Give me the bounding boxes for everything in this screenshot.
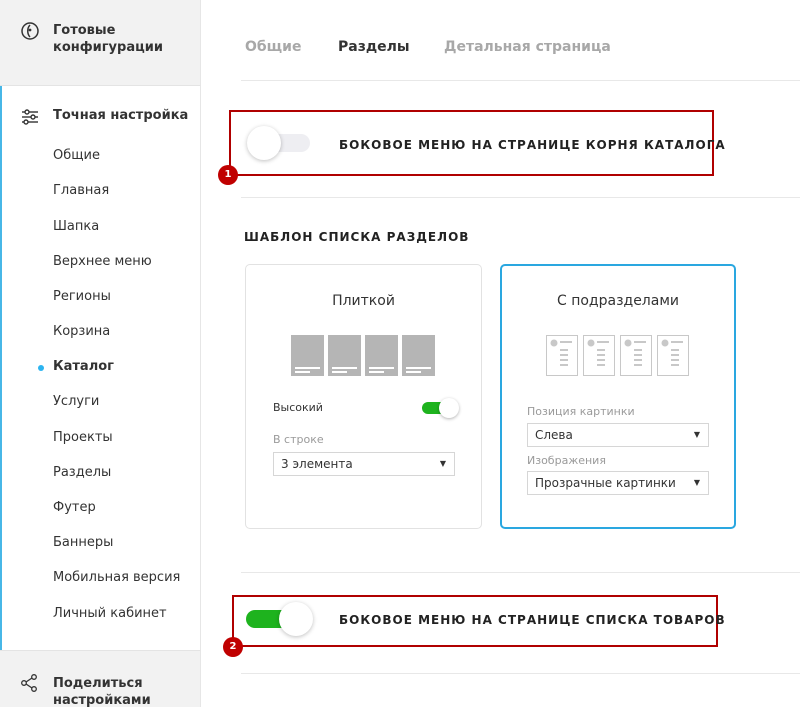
- sidebar-item-top-menu[interactable]: Верхнее меню: [53, 254, 152, 269]
- sidebar-item-mobile[interactable]: Мобильная версия: [53, 570, 181, 585]
- sidebar-item-catalog[interactable]: Каталог: [53, 359, 114, 374]
- sidebar-item-header[interactable]: Шапка: [53, 219, 100, 234]
- divider: [241, 673, 800, 674]
- sidebar-item-account[interactable]: Личный кабинет: [53, 606, 167, 621]
- sidebar-item-cart[interactable]: Корзина: [53, 324, 111, 339]
- sidebar: [0, 0, 201, 707]
- tab-sections[interactable]: Разделы: [338, 39, 410, 55]
- toggle-knob: [439, 398, 459, 418]
- ready-configs-title: Готовые конфигурации: [53, 23, 163, 55]
- sidebar-item-banners[interactable]: Баннеры: [53, 535, 114, 550]
- sidebar-item-services[interactable]: Услуги: [53, 394, 100, 409]
- sidebar-item-regions[interactable]: Регионы: [53, 289, 111, 304]
- images-select[interactable]: [527, 471, 709, 495]
- divider: [241, 197, 800, 198]
- image-position-select[interactable]: [527, 423, 709, 447]
- section-title: ШАБЛОН СПИСКА РАЗДЕЛОВ: [244, 230, 470, 244]
- root-menu-toggle[interactable]: [262, 134, 310, 152]
- toggle-knob: [279, 602, 313, 636]
- per-row-label: В строке: [273, 433, 324, 446]
- caret-down-icon: ▼: [439, 459, 446, 468]
- list-menu-toggle[interactable]: [246, 610, 294, 628]
- sliders-icon: [20, 107, 40, 127]
- subsections-preview-icon: [546, 335, 692, 377]
- tab-general[interactable]: Общие: [245, 39, 302, 55]
- ready-configs-section[interactable]: [0, 0, 201, 86]
- card-title: С подразделами: [556, 293, 679, 309]
- image-position-label: Позиция картинки: [527, 405, 635, 418]
- template-card-subsections[interactable]: [500, 264, 736, 529]
- images-value: Прозрачные картинки: [535, 476, 676, 490]
- template-card-tiles[interactable]: [245, 264, 482, 529]
- annotation-badge-2: 2: [223, 637, 243, 657]
- root-menu-label: БОКОВОЕ МЕНЮ НА СТРАНИЦЕ КОРНЯ КАТАЛОГА: [339, 138, 726, 152]
- per-row-value: 3 элемента: [281, 457, 353, 471]
- per-row-select[interactable]: [273, 452, 455, 476]
- sidebar-item-projects[interactable]: Проекты: [53, 430, 113, 445]
- images-label: Изображения: [527, 454, 606, 467]
- caret-down-icon: ▼: [693, 430, 700, 439]
- tiles-preview-icon: [291, 335, 438, 376]
- sidebar-item-footer[interactable]: Футер: [53, 500, 96, 515]
- sidebar-item-general[interactable]: Общие: [53, 148, 100, 163]
- active-indicator-dot: [38, 365, 44, 371]
- divider: [241, 572, 800, 573]
- list-menu-label: БОКОВОЕ МЕНЮ НА СТРАНИЦЕ СПИСКА ТОВАРОВ: [339, 613, 726, 627]
- tall-label: Высокий: [273, 401, 323, 414]
- share-settings-title: Поделиться настройками: [53, 676, 151, 707]
- card-title: Плиткой: [332, 293, 395, 309]
- caret-down-icon: ▼: [693, 478, 700, 487]
- palette-icon: [20, 21, 40, 41]
- share-icon: [20, 673, 40, 693]
- toggle-knob: [247, 126, 281, 160]
- sidebar-item-main[interactable]: Главная: [53, 183, 110, 198]
- share-settings-section[interactable]: [0, 650, 201, 707]
- tall-toggle[interactable]: [422, 402, 456, 414]
- fine-settings-title: Точная настройка: [53, 108, 189, 123]
- divider: [241, 80, 800, 81]
- tab-detail-page[interactable]: Детальная страница: [444, 39, 611, 55]
- fine-settings-section: [0, 86, 201, 650]
- sidebar-item-sections[interactable]: Разделы: [53, 465, 112, 480]
- image-position-value: Слева: [535, 428, 573, 442]
- annotation-badge-1: 1: [218, 165, 238, 185]
